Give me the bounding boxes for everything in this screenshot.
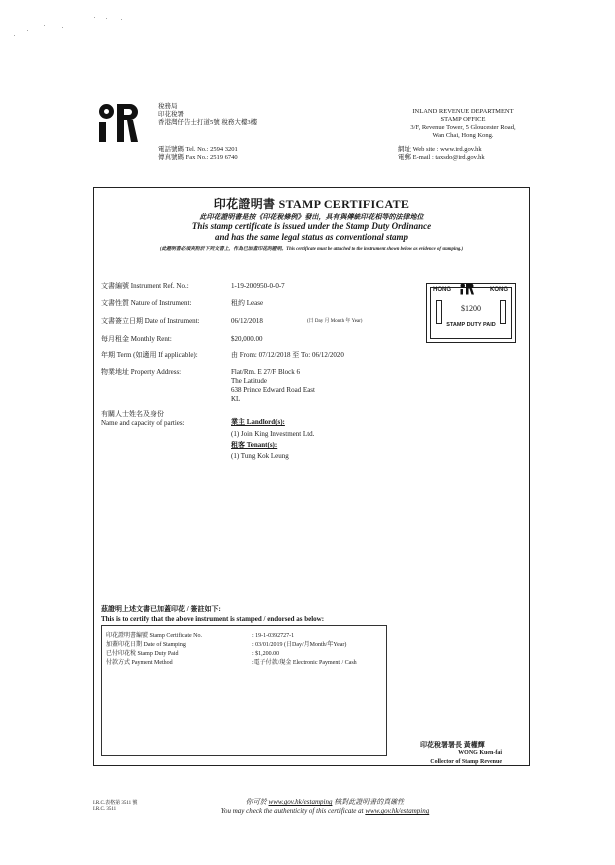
monthly-rent-label: 每月租金 Monthly Rent:: [101, 335, 172, 343]
instrument-date-label: 文書簽立日期 Date of Instrument:: [101, 317, 200, 325]
endorsement-heading-zh: 茲證明上述文書已加蓋印花 / 簽註如下:: [101, 605, 221, 613]
instrument-ref-label: 文書編號 Instrument Ref. No.:: [101, 282, 189, 290]
duty-paid-value: : $1,200.00: [252, 651, 280, 657]
tel-line: 電話號碼 Tel. No.: 2594 3201: [158, 146, 238, 153]
stamp-cert-no-value: : 19-1-0392727-1: [252, 633, 295, 639]
dept-zh: 稅務局: [158, 103, 178, 110]
address-line: The Latitude: [231, 377, 267, 385]
verify-note-en: [160, 807, 490, 815]
address-zh: 香港灣仔告士打道5號 稅務大樓3樓: [158, 119, 258, 126]
scan-speck: [94, 17, 95, 18]
duty-paid-label: 已付印花稅 Stamp Duty Paid: [106, 651, 179, 657]
instrument-date-value: 06/12/2018: [231, 317, 263, 325]
property-address: [231, 368, 315, 404]
instrument-nature-value: 租約 Lease: [231, 299, 264, 307]
monthly-rent-value: $20,000.00: [231, 335, 263, 343]
parties-label-en: Name and capacity of parties:: [101, 419, 185, 427]
term-value: 由 From: 07/12/2018 至 To: 06/12/2020: [231, 351, 344, 359]
website-line: 網址 Web site : www.ird.gov.hk: [398, 146, 482, 153]
address-en-2: Wan Chai, Hong Kong.: [432, 132, 494, 139]
verify-en-prefix: You may check the authenticity of this certificate at: [220, 807, 366, 815]
stamp-logo-icon: [460, 283, 480, 295]
landlord-label: 業主 Landlord(s):: [231, 418, 285, 426]
instrument-nature-label: 文書性質 Nature of Instrument:: [101, 299, 192, 307]
scan-speck: [106, 18, 107, 19]
certificate-title: 印花證明書 STAMP CERTIFICATE: [213, 197, 410, 211]
verify-zh-prefix: 你可於: [245, 798, 269, 806]
ird-logo: [98, 103, 138, 143]
form-number-zh: I.R.C.表格第 3511 號: [93, 801, 138, 806]
address-en-1: 3/F, Revenue Tower, 5 Gloucester Road,: [410, 124, 516, 131]
tenant-value: (1) Tung Kok Leung: [231, 452, 289, 460]
dept-en: INLAND REVENUE DEPARTMENT: [412, 108, 514, 115]
address-line: Flat/Rm. E 27/F Block 6: [231, 368, 301, 376]
tenant-label: 租客 Tenant(s):: [231, 441, 278, 449]
estamping-link-en[interactable]: www.gov.hk/estamping: [365, 807, 430, 815]
endorsement-heading-en: This is to certify that the above instrument is stamped / endorsed as below:: [101, 615, 325, 623]
instrument-ref-value: 1-19-200950-0-0-7: [231, 282, 285, 290]
certificate-subtitle-zh: 此印花證明書是按《印花稅條例》發出，具有與傳統印花相等的法律地位: [199, 213, 424, 221]
address-line: KL: [231, 395, 241, 403]
signatory-name: WONG Kuen-fai: [458, 750, 502, 756]
signatory-title-zh: 印花稅署署長 黃權輝: [420, 741, 485, 749]
office-zh: 印花稅署: [158, 111, 184, 118]
certificate-subtitle-en-1: This stamp certificate is issued under the Stamp Duty Ordinance: [191, 221, 432, 231]
property-address-label: 物業地址 Property Address:: [101, 368, 182, 376]
scan-speck: [121, 19, 122, 20]
office-en: STAMP OFFICE: [440, 116, 486, 123]
stamp-cert-no-label: 印花證明書編號 Stamp Certificate No.: [106, 633, 202, 639]
fax-line: 傳真號碼 Fax No.: 2519 6740: [158, 154, 238, 161]
verify-note-zh: [200, 797, 450, 807]
attachment-note: (此證明書必須夾附於下列文書上，作為已加蓋印花的證明。This certificate must be attached to the instrument shown below as evidence of stamping.): [159, 247, 464, 252]
term-label: 年期 Term (如適用 If applicable):: [101, 351, 198, 359]
date-format-hint: (日 Day 月 Month 年 Year): [307, 319, 363, 324]
signatory-title-en: Collector of Stamp Revenue: [430, 759, 502, 765]
stamp-kong-label: KONG: [490, 287, 508, 293]
stamp-hong-label: HONG: [433, 287, 451, 293]
verify-zh-suffix: 核對此證明書的真確性: [332, 798, 405, 806]
stamping-date-label: 加蓋印花日期 Date of Stamping: [106, 642, 186, 648]
office-name-en: [398, 108, 528, 140]
scan-speck: [44, 25, 45, 26]
form-number-en: I.R.C. 3511: [93, 807, 117, 812]
email-line: 電郵 E-mail : taxsdo@ird.gov.hk: [398, 154, 485, 161]
estamping-link-zh[interactable]: www.gov.hk/estamping: [268, 798, 333, 806]
contact-web-email: [398, 146, 485, 162]
scan-speck: [62, 27, 63, 28]
payment-method-value: :電子付款/現金 Electronic Payment / Cash: [252, 660, 357, 666]
landlord-value: (1) Join King Investment Ltd.: [231, 430, 315, 438]
contact-phone-fax: [158, 146, 238, 162]
scan-speck: [14, 35, 15, 36]
payment-method-label: 付款方式 Payment Method: [106, 660, 173, 666]
stamp-duty-paid-label: STAMP DUTY PAID: [446, 322, 496, 328]
scan-speck: [27, 30, 28, 31]
stamping-date-value: : 03/01/2019 (日Day/月Month/年Year): [252, 642, 347, 648]
stamp-amount: $1200: [461, 304, 481, 313]
certificate-subtitle-en-2: and has the same legal status as conventional stamp: [214, 232, 409, 242]
address-line: 638 Prince Edward Road East: [231, 386, 315, 394]
office-name-zh: [158, 103, 257, 127]
parties-label-zh: 有關人士姓名及身份: [101, 410, 164, 418]
